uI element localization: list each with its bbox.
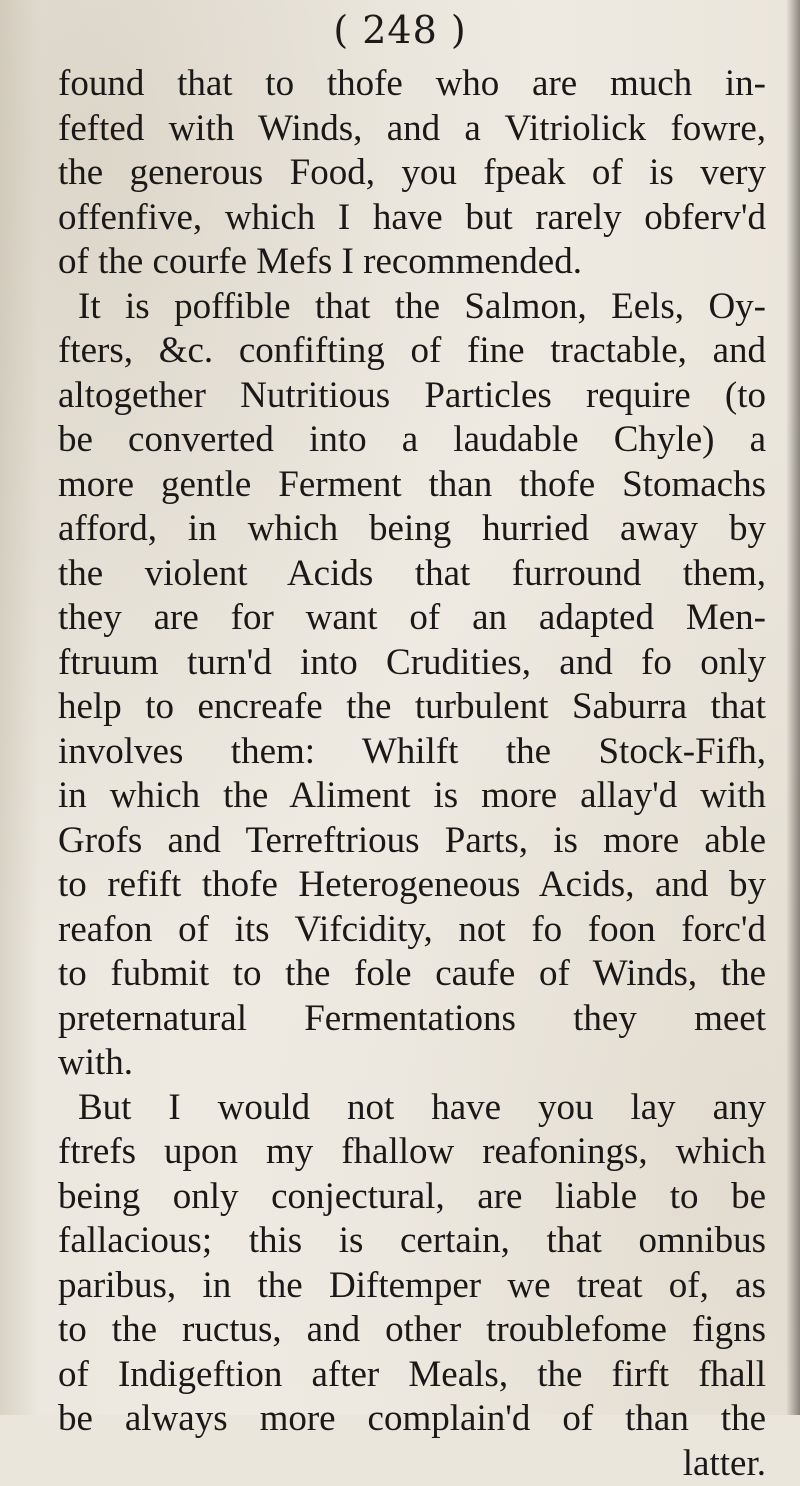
text-line: being only conjectural, are liable to be [58, 1175, 766, 1220]
text-line: involves them: Whilft the Stock-Fifh, [58, 730, 766, 775]
text-line: altogether Nutritious Particles require (to [58, 374, 766, 419]
text-line: latter. [58, 1442, 766, 1486]
text-line: with. [58, 1041, 766, 1086]
text-line: fters, &c. confifting of fine tractable, and [58, 329, 766, 374]
page-edge-shadow [786, 0, 800, 1415]
text-line: preternatural Fermentations they meet [58, 997, 766, 1042]
text-line: they are for want of an adapted Men- [58, 596, 766, 641]
text-line: fallacious; this is certain, that omnibus [58, 1219, 766, 1264]
text-line: found that to thofe who are much in- [58, 62, 766, 107]
text-line: of Indigeftion after Meals, the firft fhall [58, 1353, 766, 1398]
text-line: It is poffible that the Salmon, Eels, Oy- [58, 285, 766, 330]
text-line: to fubmit to the fole caufe of Winds, the [58, 952, 766, 997]
text-line: be always more complain'd of than the [58, 1397, 766, 1442]
text-line: more gentle Ferment than thofe Stomachs [58, 463, 766, 508]
text-line: offenfive, which I have but rarely obferv'd [58, 196, 766, 241]
text-line: help to encreafe the turbulent Saburra that [58, 685, 766, 730]
text-line: to refift thofe Heterogeneous Acids, and by [58, 863, 766, 908]
text-line: reafon of its Vifcidity, not fo foon forc'd [58, 908, 766, 953]
body-text [58, 62, 766, 1486]
text-line: ftrefs upon my fhallow reafonings, which [58, 1130, 766, 1175]
text-line: the generous Food, you fpeak of is very [58, 151, 766, 196]
text-line: to the ructus, and other troublefome figns [58, 1308, 766, 1353]
text-line: of the courfe Mefs I recommended. [58, 240, 766, 285]
text-line: afford, in which being hurried away by [58, 507, 766, 552]
text-line: fefted with Winds, and a Vitriolick fowre, [58, 107, 766, 152]
text-line: Grofs and Terreftrious Parts, is more able [58, 819, 766, 864]
text-line: be converted into a laudable Chyle) a [58, 418, 766, 463]
text-line: paribus, in the Diftemper we treat of, as [58, 1264, 766, 1309]
text-line: ftruum turn'd into Crudities, and fo only [58, 641, 766, 686]
page-number: ( 248 ) [0, 8, 800, 52]
text-line: in which the Aliment is more allay'd with [58, 774, 766, 819]
text-line: the violent Acids that furround them, [58, 552, 766, 597]
text-line: But I would not have you lay any [58, 1086, 766, 1131]
